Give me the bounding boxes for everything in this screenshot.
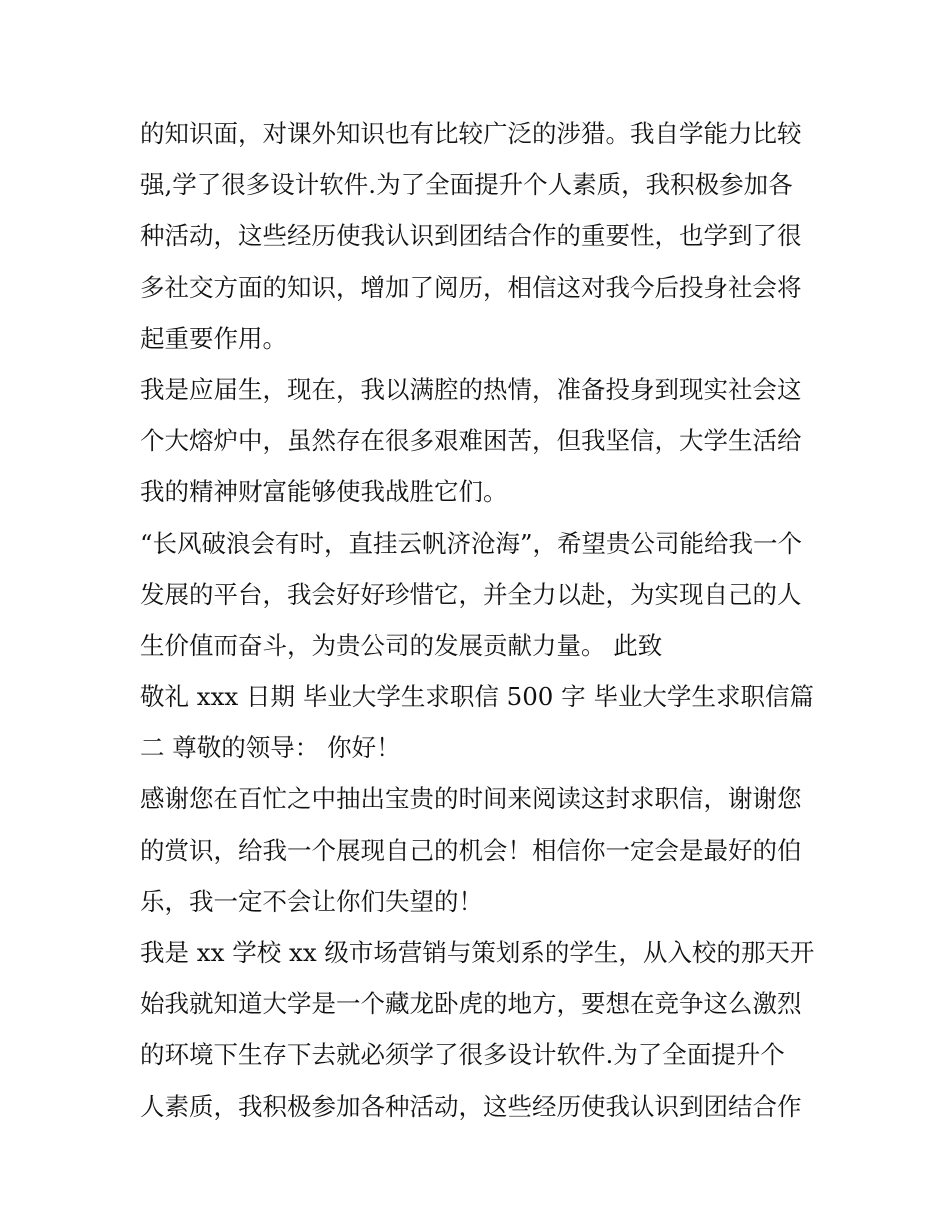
text-line: 起重要作用。 bbox=[140, 323, 287, 353]
text-line: 始我就知道大学是一个藏龙卧虎的地方，要想在竞争这么激烈 bbox=[140, 989, 802, 1019]
text-line: 种活动，这些经历使我认识到团结合作的重要性，也学到了很 bbox=[140, 221, 802, 251]
text-line: 我的精神财富能够使我战胜它们。 bbox=[140, 477, 508, 507]
text-line: 二 尊敬的领导： 你好！ bbox=[140, 733, 401, 763]
text-line: 的知识面，对课外知识也有比较广泛的涉猎。我自学能力比较 bbox=[140, 119, 802, 148]
text-line: 人素质，我积极参加各种活动，这些经历使我认识到团结合作 bbox=[140, 1091, 802, 1121]
text-line: 发展的平台，我会好好珍惜它，并全力以赴，为实现自己的人 bbox=[140, 579, 802, 609]
text-line: 强,学了很多设计软件.为了全面提升个人素质，我积极参加各 bbox=[140, 170, 793, 200]
text-line: 我是 xx 学校 xx 级市场营销与策划系的学生，从入校的那天开 bbox=[140, 938, 815, 967]
text-line: 生价值而奋斗，为贵公司的发展贡献力量。 此致 bbox=[140, 630, 663, 660]
text-line: 多社交方面的知识，增加了阅历，相信这对我今后投身社会将 bbox=[140, 272, 802, 302]
text-line: 乐，我一定不会让你们失望的！ bbox=[140, 886, 483, 916]
text-line: 的赏识，给我一个展现自己的机会！相信你一定会是最好的伯 bbox=[140, 835, 802, 865]
body-text bbox=[140, 108, 820, 1132]
text-line: 感谢您在百忙之中抽出宝贵的时间来阅读这封求职信，谢谢您 bbox=[140, 784, 802, 814]
text-line: 的环境下生存下去就必须学了很多设计软件.为了全面提升个 bbox=[140, 1040, 785, 1070]
text-line: 我是应届生，现在，我以满腔的热情，准备投身到现实社会这 bbox=[140, 374, 802, 404]
text-line: 个大熔炉中，虽然存在很多艰难困苦，但我坚信，大学生活给 bbox=[140, 426, 802, 456]
text-line: 敬礼 xxx 日期 毕业大学生求职信 500 字 毕业大学生求职信篇 bbox=[140, 682, 814, 712]
text-line: “长风破浪会有时，直挂云帆济沧海”，希望贵公司能给我一个 bbox=[140, 528, 803, 558]
